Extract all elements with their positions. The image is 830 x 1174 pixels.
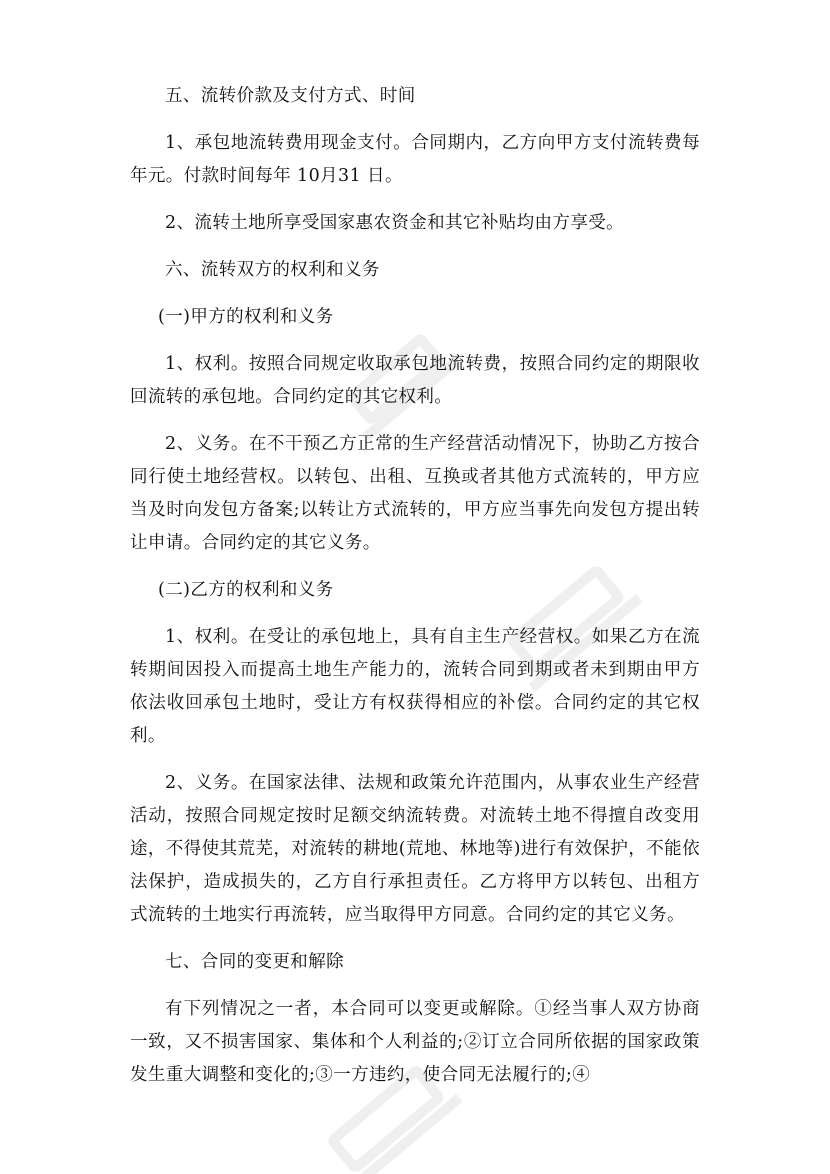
- section-heading-6: 六、流转双方的权利和义务: [165, 260, 380, 280]
- paragraph-change-termination: 有下列情况之一者，本合同可以变更或解除。①经当事人双方协商一致，又不损害国家、集体和个人利益的;②订立合同所依据的国家政策发生重大调整和变化的;③一方违约，使合同无法履行的;④: [130, 999, 700, 1085]
- document-body: [130, 80, 700, 1106]
- paragraph-party-b-duties: 2、义务。在国家法律、法规和政策允许范围内，从事农业生产经营活动，按照合同规定按时足额交纳流转费。对流转土地不得擅自改变用途，不得使其荒芜，对流转的耕地(荒地、林地等)进行有效保护，不能依法保护，造成损失的，乙方自行承担责任。乙方将甲方以转包、出租方式流转的土地实行再流转，应当取得甲方同意。合同约定的其它义务。: [130, 773, 700, 925]
- paragraph-party-b-rights: 1、权利。在受让的承包地上，具有自主生产经营权。如果乙方在流转期间因投入而提高土地生产能力的，流转合同到期或者未到期由甲方依法收回承包土地时，受让方有权获得相应的补偿。合同约定的其它权利。: [130, 627, 700, 746]
- section-heading-7: 七、合同的变更和解除: [165, 952, 344, 972]
- paragraph-payment-method: 1、承包地流转费用现金支付。合同期内，乙方向甲方支付流转费每年元。付款时间每年 10月31 日。: [130, 133, 700, 186]
- subheading-party-a: (一)甲方的权利和义务: [158, 307, 334, 327]
- section-heading-5: 五、流转价款及支付方式、时间: [165, 86, 416, 106]
- paragraph-subsidy: 2、流转土地所享受国家惠农资金和其它补贴均由方享受。: [165, 213, 625, 233]
- paragraph-party-a-rights: 1、权利。按照合同规定收取承包地流转费，按照合同约定的期限收回流转的承包地。合同约定的其它权利。: [130, 354, 700, 407]
- paragraph-party-a-duties: 2、义务。在不干预乙方正常的生产经营活动情况下，协助乙方按合同行使土地经营权。以转包、出租、互换或者其他方式流转的，甲方应当及时向发包方备案;以转让方式流转的，甲方应当事先向发包方提出转让申请。合同约定的其它义务。: [130, 434, 700, 553]
- subheading-party-b: (二)乙方的权利和义务: [158, 580, 334, 600]
